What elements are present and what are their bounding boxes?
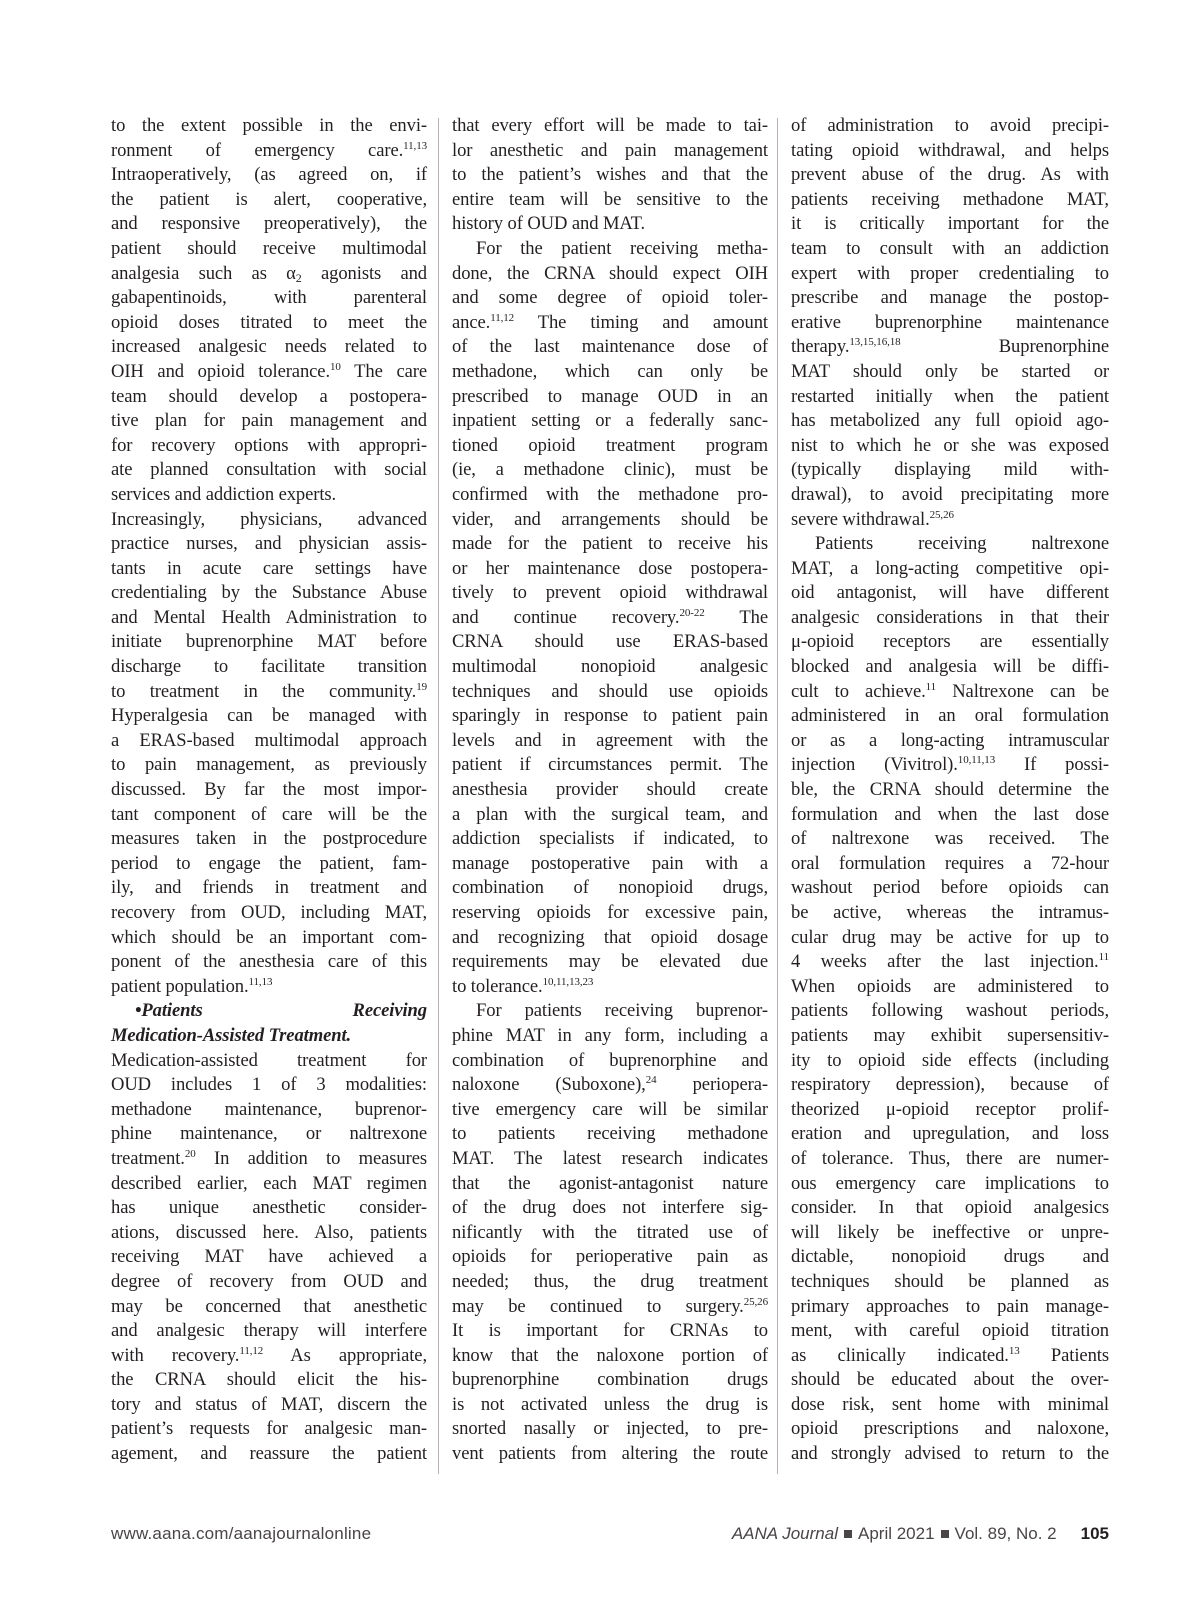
text-line: multimodal nonopioid analgesic (452, 656, 768, 678)
text-line: discussed. By far the most impor- (111, 779, 427, 801)
text-line: snorted nasally or injected, to pre- (452, 1418, 768, 1440)
text-line: opioids for perioperative pain as (452, 1246, 768, 1268)
text-line: agement, and reassure the patient (111, 1443, 427, 1465)
text-line: to the extent possible in the envi- (111, 115, 427, 136)
text-line: nist to which he or she was exposed (791, 434, 1109, 456)
text-line: •Patients Receiving (135, 1000, 427, 1022)
text-line: initiate buprenorphine MAT before (111, 631, 427, 653)
text-column-1 (111, 114, 427, 1467)
text-line: team should develop a postopera- (111, 385, 427, 407)
separator-square-icon (941, 1530, 949, 1538)
text-line: nificantly with the titrated use of (452, 1221, 768, 1243)
text-column-2 (452, 114, 768, 1467)
journal-name: AANA Journal (731, 1524, 838, 1543)
text-line: combination of nonopioid drugs, (452, 877, 768, 899)
text-line: addiction specialists if indicated, to (452, 828, 768, 850)
separator-square-icon (844, 1530, 852, 1538)
text-line: vent patients from altering the route (452, 1443, 768, 1465)
text-line: anesthesia provider should create (452, 779, 768, 801)
text-line: (typically displaying mild with- (791, 459, 1109, 481)
text-line: as clinically indicated.$^{13}$ Patients (791, 1344, 1109, 1366)
text-line: tating opioid withdrawal, and helps (791, 139, 1109, 161)
text-line: requirements may be elevated due (452, 951, 768, 973)
text-line: OIH and opioid tolerance.$^{10}$ The care (111, 360, 427, 382)
text-line: should be educated about the over- (791, 1369, 1109, 1391)
text-line: tively to prevent opioid withdrawal (452, 582, 768, 604)
text-line: for recovery options with appropri- (111, 434, 427, 456)
text-line: measures taken in the postprocedure (111, 828, 427, 850)
text-line: vider, and arrangements should be (452, 508, 768, 530)
text-line: tant component of care will be the (111, 803, 427, 825)
text-line: may be concerned that anesthetic (111, 1295, 427, 1317)
text-line: tive plan for pain management and (111, 410, 427, 432)
text-line: ity to opioid side effects (including (791, 1049, 1109, 1071)
text-line: Medication-Assisted Treatment. (111, 1024, 352, 1046)
text-line: a ERAS-based multimodal approach (111, 729, 427, 751)
text-line: methadone maintenance, buprenor- (111, 1098, 427, 1120)
text-line: and continue recovery.$^{20-22}$ The (452, 606, 768, 628)
text-line: 4 weeks after the last injection.$^{11}$ (791, 951, 1109, 973)
text-line: expert with proper credentialing to (791, 262, 1109, 284)
text-line: which should be an important com- (111, 926, 427, 948)
text-line: needed; thus, the drug treatment (452, 1270, 768, 1292)
text-line: cular drug may be active for up to (791, 926, 1109, 948)
text-line: tive emergency care will be similar (452, 1098, 768, 1120)
text-line: therapy.$^{13,15,16,18}$ Buprenorphine (791, 336, 1109, 358)
text-line: and strongly advised to return to the (791, 1443, 1109, 1465)
text-line: formulation and when the last dose (791, 803, 1109, 825)
text-line: naloxone (Suboxone),$^{24}$ periopera- (452, 1074, 768, 1096)
text-line: opioid doses titrated to meet the (111, 311, 427, 333)
text-line: injection (Vivitrol).$^{10,11,13}$ If possi- (791, 754, 1109, 776)
text-line: OUD includes 1 of 3 modalities: (111, 1074, 427, 1096)
text-line: patient should receive multimodal (111, 237, 427, 259)
text-line: the patient is alert, cooperative, (111, 188, 427, 210)
text-line: may be continued to surgery.$^{25,26}$ (452, 1295, 768, 1317)
text-line: drawal), to avoid precipitating more (791, 483, 1109, 505)
column-divider-1 (438, 118, 439, 1474)
text-line: ment, with careful opioid titration (791, 1320, 1109, 1342)
text-line: theorized μ-opioid receptor prolif- (791, 1098, 1109, 1120)
text-line: washout period before opioids can (791, 877, 1109, 899)
text-column-3 (791, 114, 1109, 1467)
text-line: ronment of emergency care.$^{11,13}$ (111, 139, 427, 161)
text-line: know that the naloxone portion of (452, 1344, 768, 1366)
text-line: receiving MAT have achieved a (111, 1246, 427, 1268)
text-line: of the last maintenance dose of (452, 336, 768, 358)
text-line: patients may exhibit supersensitiv- (791, 1024, 1109, 1046)
text-line: that every effort will be made to tai- (452, 115, 768, 136)
text-line: Increasingly, physicians, advanced (111, 508, 427, 530)
text-line: MAT should only be started or (791, 360, 1109, 382)
text-line: to patients receiving methadone (452, 1123, 768, 1145)
footer-url[interactable]: www.aana.com/aanajournalonline (111, 1524, 372, 1543)
text-line: discharge to facilitate transition (111, 656, 427, 678)
text-line: buprenorphine combination drugs (452, 1369, 768, 1391)
text-line: practice nurses, and physician assis- (111, 533, 427, 555)
text-line: inpatient setting or a federally sanc- (452, 410, 768, 432)
text-line: eration and upregulation, and loss (791, 1123, 1109, 1145)
text-line: MAT. The latest research indicates (452, 1147, 768, 1169)
text-line: ate planned consultation with social (111, 459, 427, 481)
text-line: administered in an oral formulation (791, 705, 1109, 727)
text-line: to pain management, as previously (111, 754, 427, 776)
text-line: ble, the CRNA should determine the (791, 779, 1109, 801)
text-line: patient if circumstances permit. The (452, 754, 768, 776)
text-line: of the drug does not interfere sig- (452, 1197, 768, 1219)
text-line: sparingly in response to patient pain (452, 705, 768, 727)
text-line: done, the CRNA should expect OIH (452, 262, 768, 284)
text-line: that the agonist-antagonist nature (452, 1172, 768, 1194)
text-line: dictable, nonopioid drugs and (791, 1246, 1109, 1268)
text-line: patients following washout periods, (791, 1000, 1109, 1022)
text-line: respiratory depression), because of (791, 1074, 1109, 1096)
text-line: has metabolized any full opioid ago- (791, 410, 1109, 432)
text-line: (ie, a methadone clinic), must be (452, 459, 768, 481)
text-line: confirmed with the methadone pro- (452, 483, 768, 505)
text-line: treatment.$^{20}$ In addition to measures (111, 1147, 427, 1169)
text-line: ations, discussed here. Also, patients (111, 1221, 427, 1243)
text-line: or her maintenance dose postopera- (452, 557, 768, 579)
text-line: to tolerance.$^{10,11,13,23}$ (452, 975, 594, 997)
text-line: of administration to avoid precipi- (791, 115, 1109, 136)
text-line: combination of buprenorphine and (452, 1049, 768, 1071)
text-line: described earlier, each MAT regimen (111, 1172, 427, 1194)
text-line: consider. In that opioid analgesics (791, 1197, 1109, 1219)
text-line: recovery from OUD, including MAT, (111, 902, 427, 923)
text-line: period to engage the patient, fam- (111, 852, 427, 874)
text-line: team to consult with an addiction (791, 237, 1109, 259)
text-line: primary approaches to pain manage- (791, 1295, 1109, 1317)
text-line: phine MAT in any form, including a (452, 1024, 768, 1046)
text-line: patients receiving methadone MAT, (791, 188, 1109, 210)
text-line: gabapentinoids, with parenteral (111, 287, 427, 309)
text-line: ponent of the anesthesia care of this (111, 951, 427, 973)
text-line: dose risk, sent home with minimal (791, 1393, 1109, 1415)
text-line: to the patient’s wishes and that the (452, 164, 768, 186)
text-line: analgesic considerations in that their (791, 606, 1109, 628)
text-line: oid antagonist, will have different (791, 582, 1109, 604)
text-line: cult to achieve.$^{11}$ Naltrexone can be (791, 680, 1109, 702)
text-line: prevent abuse of the drug. As with (791, 164, 1109, 186)
text-line: tory and status of MAT, discern the (111, 1393, 427, 1415)
text-line: blocked and analgesia will be diffi- (791, 656, 1109, 678)
text-line: Medication-assisted treatment for (111, 1049, 427, 1071)
text-line: oral formulation requires a 72-hour (791, 852, 1109, 874)
text-line: increased analgesic needs related to (111, 336, 427, 358)
text-line: with recovery.$^{11,12}$ As appropriate, (111, 1344, 427, 1366)
text-line: μ-opioid receptors are essentially (791, 631, 1109, 653)
text-line: Hyperalgesia can be managed with (111, 705, 427, 727)
text-line: and some degree of opioid toler- (452, 287, 768, 309)
text-line: Patients receiving naltrexone (815, 533, 1109, 555)
text-line: and analgesic therapy will interfere (111, 1320, 427, 1342)
text-line: techniques should be planned as (791, 1270, 1109, 1292)
volume-issue: Vol. 89, No. 2 (954, 1524, 1057, 1543)
text-line: patient population.$^{11,13}$ (111, 975, 273, 997)
text-line: ous emergency care implications to (791, 1172, 1109, 1194)
text-line: credentialing by the Substance Abuse (111, 582, 427, 604)
text-line: history of OUD and MAT. (452, 213, 646, 235)
text-line: opioid prescriptions and naloxone, (791, 1418, 1109, 1440)
column-divider-2 (777, 118, 778, 1474)
text-line: made for the patient to receive his (452, 533, 768, 555)
text-line: CRNA should use ERAS-based (452, 631, 768, 653)
text-line: manage postoperative pain with a (452, 852, 768, 874)
issue-date: April 2021 (857, 1524, 935, 1543)
text-line: For the patient receiving metha- (476, 237, 768, 259)
text-line: ance.$^{11,12}$ The timing and amount (452, 311, 768, 333)
text-line: is not activated unless the drug is (452, 1393, 768, 1415)
text-line: Intraoperatively, (as agreed on, if (111, 164, 427, 186)
text-line: patient’s requests for analgesic man- (111, 1418, 427, 1440)
text-line: entire team will be sensitive to the (452, 188, 768, 210)
text-line: techniques and should use opioids (452, 680, 768, 702)
text-line: services and addiction experts. (111, 483, 337, 505)
text-line: a plan with the surgical team, and (452, 803, 768, 825)
page-number: 105 (1080, 1524, 1109, 1543)
text-line: lor anesthetic and pain management (452, 139, 768, 161)
text-line: methadone, which can only be (452, 360, 768, 382)
text-line: and responsive preoperatively), the (111, 213, 427, 235)
text-line: severe withdrawal.$^{25,26}$ (791, 508, 954, 530)
text-line: reserving opioids for excessive pain, (452, 902, 768, 923)
text-line: be active, whereas the intramus- (791, 902, 1109, 923)
text-line: and recognizing that opioid dosage (452, 926, 768, 948)
text-line: or as a long-acting intramuscular (791, 729, 1109, 751)
text-line: For patients receiving buprenor- (476, 1000, 768, 1022)
text-line: restarted initially when the patient (791, 385, 1109, 407)
text-line: prescribe and manage the postop- (791, 287, 1109, 309)
text-line: erative buprenorphine maintenance (791, 311, 1109, 333)
footer-citation (732, 1524, 1109, 1544)
text-line: ily, and friends in treatment and (111, 877, 427, 899)
text-line: the CRNA should elicit the his- (111, 1369, 427, 1391)
text-line: it is critically important for the (791, 213, 1109, 235)
text-line: of naltrexone was received. The (791, 828, 1109, 850)
text-line: and Mental Health Administration to (111, 606, 427, 628)
text-line: When opioids are administered to (791, 975, 1109, 997)
text-line: to treatment in the community.$^{19}$ (111, 680, 427, 702)
text-line: MAT, a long-acting competitive opi- (791, 557, 1109, 579)
text-line: degree of recovery from OUD and (111, 1270, 427, 1292)
text-line: phine maintenance, or naltrexone (111, 1123, 427, 1145)
text-line: tioned opioid treatment program (452, 434, 768, 456)
text-line: has unique anesthetic consider- (111, 1197, 427, 1219)
text-line: analgesia such as $\alpha_2$ agonists and (111, 262, 428, 285)
text-line: will likely be ineffective or unpre- (791, 1221, 1109, 1243)
text-line: of tolerance. Thus, there are numer- (791, 1147, 1109, 1169)
text-line: prescribed to manage OUD in an (452, 385, 768, 407)
text-line: It is important for CRNAs to (452, 1320, 768, 1342)
text-line: levels and in agreement with the (452, 729, 768, 751)
text-line: tants in acute care settings have (111, 557, 427, 579)
